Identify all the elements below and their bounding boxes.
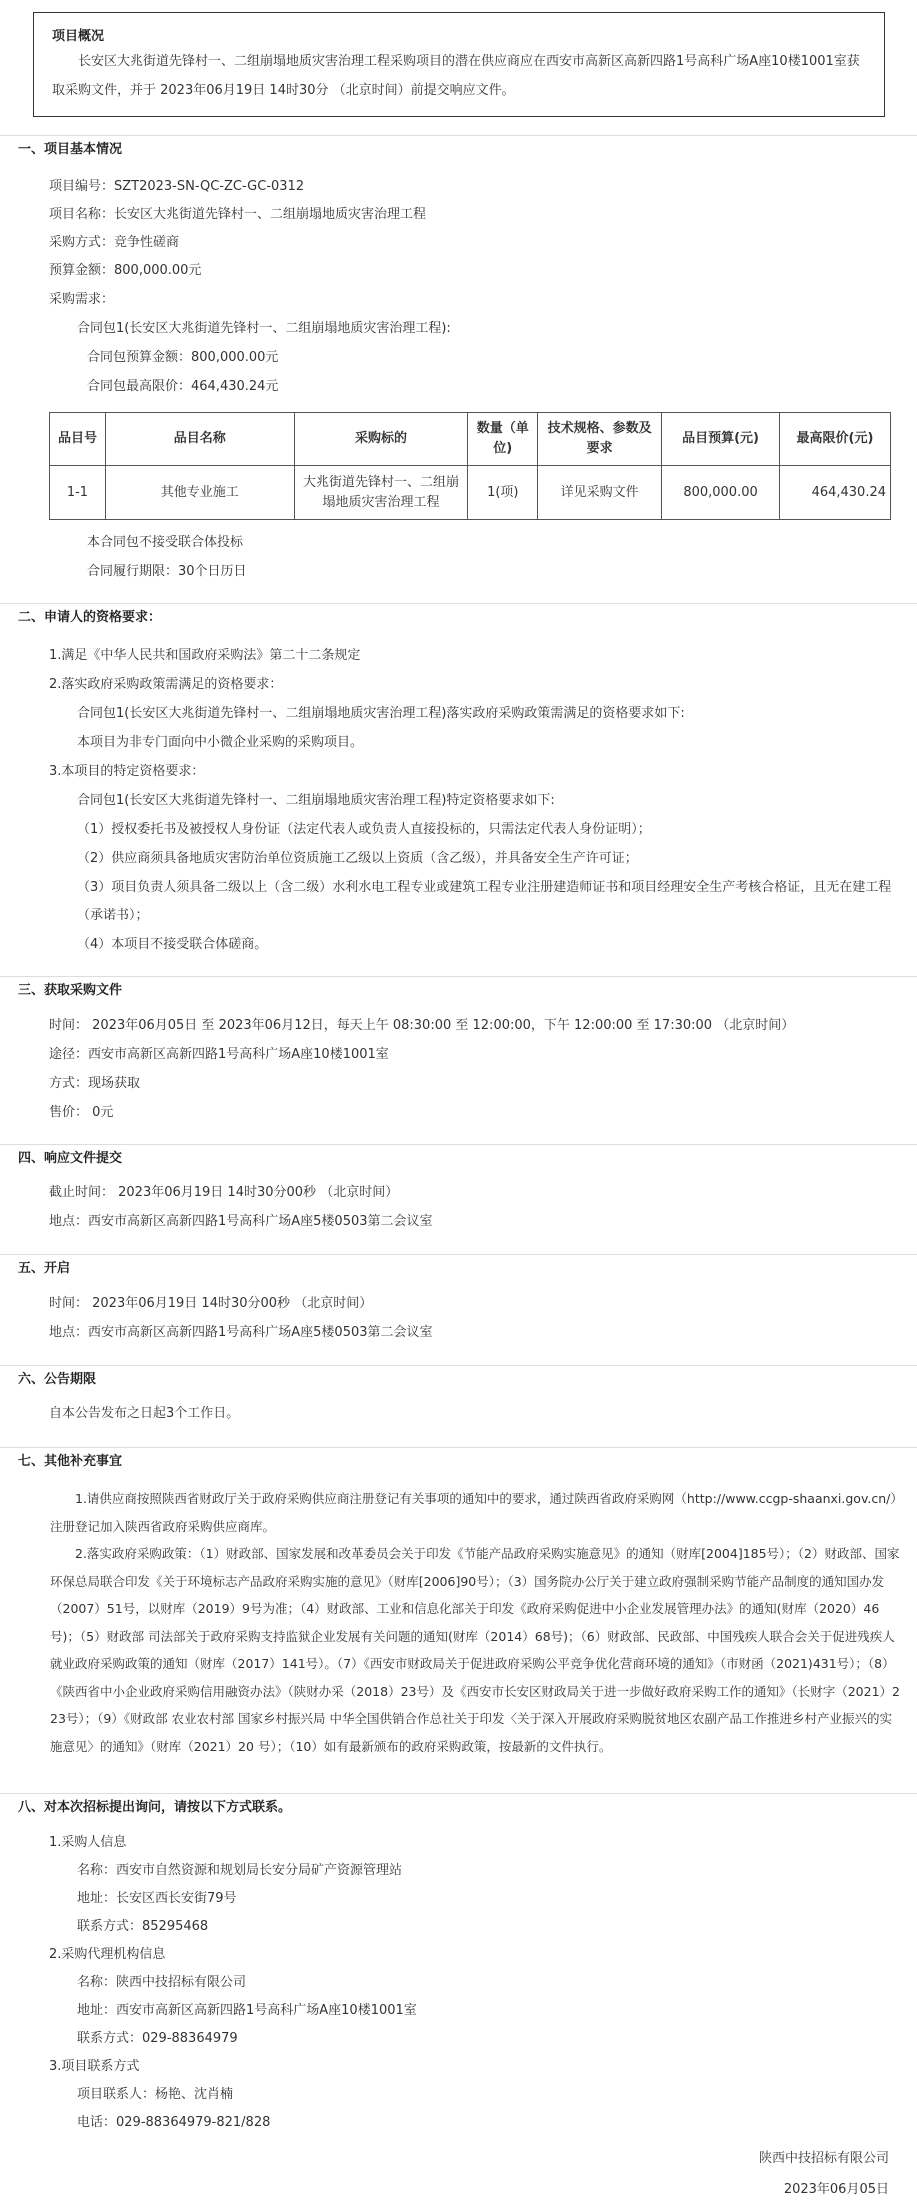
- table-cell: 详见采购文件: [538, 466, 662, 520]
- overview-title: 项目概况: [52, 29, 105, 44]
- qualification-2-lot: 合同包1(长安区大兆街道先锋村一、二组崩塌地质灾害治理工程)落实政府采购政策需满足的资格要求如下:: [77, 706, 685, 721]
- qualification-2: 2.落实政府采购政策需满足的资格要求：: [49, 677, 283, 692]
- table-cell: 1-1: [50, 466, 106, 520]
- divider: [0, 603, 917, 604]
- acquire-way: 途径：西安市高新区高新四路1号高科广场A座10楼1001室: [49, 1047, 389, 1062]
- divider: [0, 1144, 917, 1145]
- table-header-cell: 技术规格、参数及要求: [538, 413, 662, 466]
- qualification-2-text: 本项目为非专门面向中小微企业采购的采购项目。: [77, 735, 364, 750]
- footer-date: 2023年06月05日: [783, 2182, 889, 2197]
- table-cell: 800,000.00: [662, 466, 780, 520]
- purchaser-name: 名称：西安市自然资源和规划局长安分局矿产资源管理站: [77, 1863, 403, 1878]
- items-table: [49, 412, 891, 520]
- table-header-row: [50, 413, 891, 466]
- contact-person: 项目联系人：杨艳、沈肖楠: [77, 2087, 234, 2102]
- budget-amount: 预算金额：800,000.00元: [49, 263, 202, 278]
- qualification-3-lot: 合同包1(长安区大兆街道先锋村一、二组崩塌地质灾害治理工程)特定资格要求如下:: [77, 793, 555, 808]
- qualification-3-item-3-cont: （承诺书）；: [77, 908, 149, 923]
- table-cell: 464,430.24: [780, 466, 891, 520]
- contact-phone: 电话：029-88364979-821/828: [77, 2115, 271, 2130]
- divider: [0, 1793, 917, 1794]
- footer-company: 陕西中技招标有限公司: [758, 2151, 889, 2166]
- submit-place: 地点：西安市高新区高新四路1号高科广场A座5楼0503第二会议室: [49, 1214, 433, 1229]
- overview-body: 长安区大兆街道先锋村一、二组崩塌地质灾害治理工程采购项目的潜在供应商应在西安市高新区高新四路1号高科广场A座10楼1001室获取采购文件，并于 2023年06月19日 14时30分 （北京时间）前提交响应文件。: [52, 54, 860, 98]
- contract-period: 合同履行期限：30个日历日: [87, 564, 247, 579]
- section-4-title: 四、响应文件提交: [18, 1151, 123, 1166]
- section-7-title: 七、其他补充事宜: [18, 1454, 123, 1469]
- table-cell: 大兆街道先锋村一、二组崩塌地质灾害治理工程: [294, 466, 468, 520]
- agency-phone: 联系方式：029-88364979: [77, 2031, 238, 2046]
- section-6-title: 六、公告期限: [18, 1372, 97, 1387]
- procurement-method: 采购方式：竞争性磋商: [49, 235, 180, 250]
- section-5-title: 五、开启: [18, 1261, 71, 1276]
- qualification-3-item-2: （2）供应商须具备地质灾害防治单位资质施工乙级以上资质（含乙级），并具备安全生产许可证；: [77, 851, 638, 866]
- supplement-paragraph-1: 1.请供应商按照陕西省财政厅关于政府采购供应商注册登记有关事项的通知中的要求，通过陕西省政府采购网（http://www.ccgp-shaanxi.gov.cn/）注册登记加入陕西省政府采购供应商库。: [50, 1491, 897, 1534]
- purchaser-heading: 1.采购人信息: [49, 1835, 127, 1850]
- qualification-1: 1.满足《中华人民共和国政府采购法》第二十二条规定: [49, 648, 361, 663]
- qualification-3: 3.本项目的特定资格要求：: [49, 764, 205, 779]
- agency-name: 名称：陕西中技招标有限公司: [77, 1975, 247, 1990]
- agency-heading: 2.采购代理机构信息: [49, 1947, 166, 1962]
- lot-max-price: 合同包最高限价：464,430.24元: [87, 379, 279, 394]
- table-cell: 其他专业施工: [105, 466, 294, 520]
- lot-title: 合同包1(长安区大兆街道先锋村一、二组崩塌地质灾害治理工程):: [77, 321, 451, 336]
- qualification-3-item-3: （3）项目负责人须具备二级以上（含二级）水利水电工程专业或建筑工程专业注册建造师证书和项目经理安全生产考核合格证，且无在建工程: [77, 880, 892, 895]
- project-name: 项目名称：长安区大兆街道先锋村一、二组崩塌地质灾害治理工程: [49, 207, 427, 222]
- section-1-title: 一、项目基本情况: [18, 142, 123, 157]
- acquire-mode: 方式：现场获取: [49, 1076, 141, 1091]
- contact-heading: 3.项目联系方式: [49, 2059, 140, 2074]
- no-consortium-note: 本合同包不接受联合体投标: [87, 535, 244, 550]
- section-3-title: 三、获取采购文件: [18, 983, 123, 998]
- qualification-3-item-1: （1）授权委托书及被授权人身份证（法定代表人或负责人直接投标的，只需法定代表人身份证明）；: [77, 822, 651, 837]
- supplement-paragraph-2: 2.落实政府采购政策：（1）财政部、国家发展和改革委员会关于印发《节能产品政府采购实施意见》的通知（财库[2004]185号）；（2）财政部、国家环保总局联合印发《关于环境标志产品政府采购实施的意见》（财库[2006]90号）；（3）国务院办公厅关于建立政府强制采购节能产品制度的通知国办发（2007）51号，以财库（2019）9号为准；（4）财政部、工业和信息化部关于印发《政府采购促进中小企业发展管理办法》的通知(财库（2020）46号)；（5）财政部 司法部关于政府采购支持监狱企业发展有关问题的通知(财库（2014）68号)；（6）财政部、民政部、中国残疾人联合会关于促进残疾人就业政府采购政策的通知（财库（2017）141号）。（7）《西安市财政局关于促进政府采购公平竞争优化营商环境的通知》（市财函（2021)431号）；（8）《陕西省中小企业政府采购信用融资办法》（陕财办采（2018）23号）及《西安市长安区财政局关于进一步做好政府采购工作的通知》（长财字（2021）223号）；（9）《财政部 农业农村部 国家乡村振兴局 中华全国供销合作总社关于印发〈关于深入开展政府采购脱贫地区农副产品工作推进乡村产业振兴的实施意见〉的通知》（财库（2021）20 号）；（10）如有最新颁布的政府采购政策，按最新的文件执行。: [50, 1546, 900, 1754]
- acquire-price: 售价： 0元: [49, 1105, 114, 1120]
- submit-deadline: 截止时间： 2023年06月19日 14时30分00秒 （北京时间）: [49, 1185, 399, 1200]
- procurement-demand: 采购需求：: [49, 292, 115, 307]
- table-header-cell: 品目预算(元): [662, 413, 780, 466]
- table-header-cell: 品目名称: [105, 413, 294, 466]
- lot-budget: 合同包预算金额：800,000.00元: [87, 350, 279, 365]
- project-number: 项目编号：SZT2023-SN-QC-ZC-GC-0312: [49, 179, 305, 194]
- opening-place: 地点：西安市高新区高新四路1号高科广场A座5楼0503第二会议室: [49, 1325, 433, 1340]
- table-header-cell: 最高限价(元): [780, 413, 891, 466]
- divider: [0, 135, 917, 136]
- table-row: [50, 466, 891, 520]
- purchaser-address: 地址：长安区西长安街79号: [77, 1891, 237, 1906]
- purchaser-phone: 联系方式：85295468: [77, 1919, 209, 1934]
- project-overview-box: [33, 12, 885, 117]
- notice-period: 自本公告发布之日起3个工作日。: [49, 1406, 240, 1421]
- table-header-cell: 品目号: [50, 413, 106, 466]
- divider: [0, 976, 917, 977]
- divider: [0, 1365, 917, 1366]
- agency-address: 地址：西安市高新区高新四路1号高科广场A座10楼1001室: [77, 2003, 417, 2018]
- qualification-3-item-4: （4）本项目不接受联合体磋商。: [77, 937, 268, 952]
- section-2-title: 二、申请人的资格要求：: [18, 610, 162, 625]
- table-header-cell: 采购标的: [294, 413, 468, 466]
- section-8-title: 八、对本次招标提出询问，请按以下方式联系。: [18, 1800, 292, 1815]
- acquire-time: 时间： 2023年06月05日 至 2023年06月12日，每天上午 08:30:00 至 12:00:00，下午 12:00:00 至 17:30:00 （北京时间）: [49, 1018, 795, 1033]
- opening-time: 时间： 2023年06月19日 14时30分00秒 （北京时间）: [49, 1296, 373, 1311]
- table-cell: 1(项): [468, 466, 538, 520]
- table-header-cell: 数量（单位): [468, 413, 538, 466]
- divider: [0, 1254, 917, 1255]
- divider: [0, 1447, 917, 1448]
